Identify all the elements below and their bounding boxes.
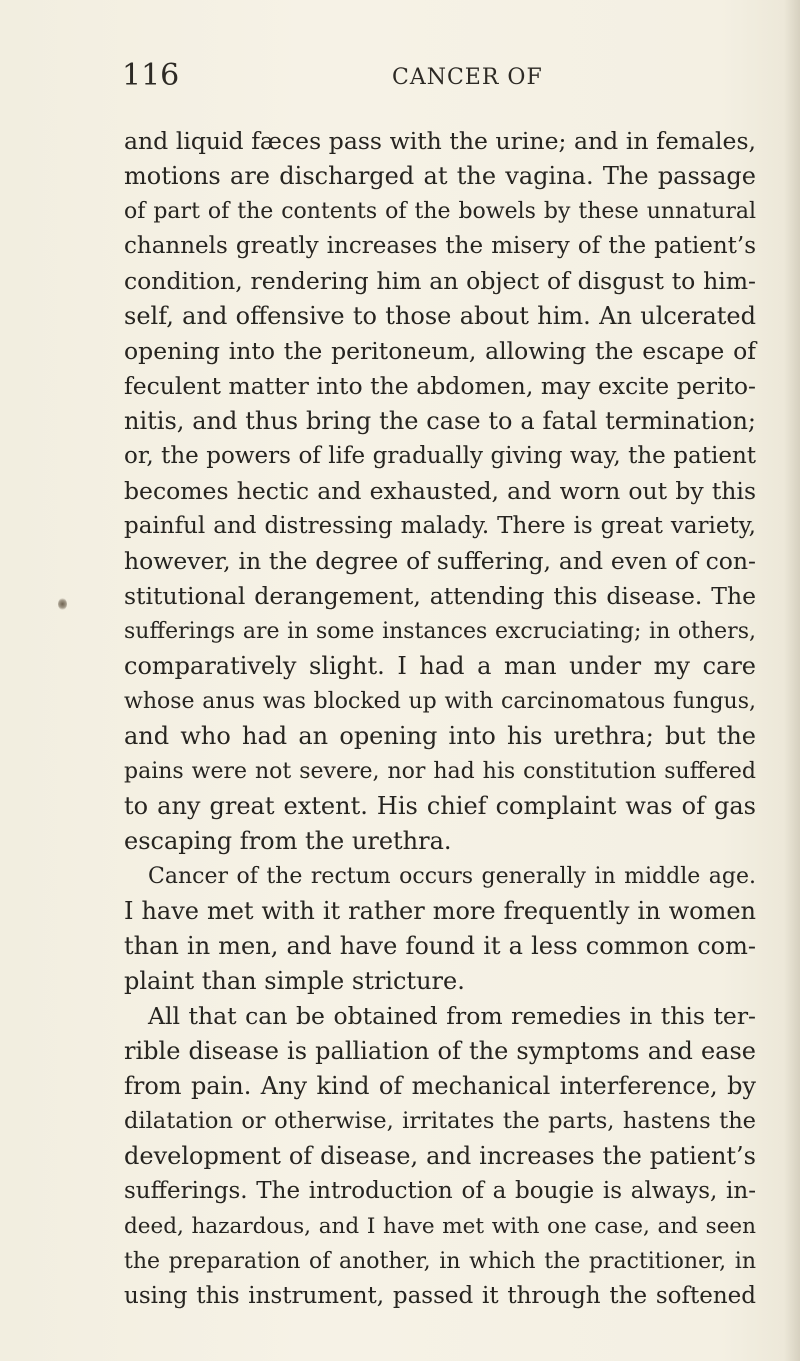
text-line: and liquid fæces pass with the urine; and in females, [124,127,756,155]
paragraph-end-line: plaint than simple stricture. [124,967,465,995]
text-line: becomes hectic and exhausted, and worn out by this [124,477,756,505]
text-line: sufferings. The introduction of a bougie is always, in- [124,1178,756,1204]
text-line: I have met with it rather more frequently in women [124,897,756,925]
text-line: deed, hazardous, and I have met with one case, and seen [124,1214,756,1239]
text-line: condition, rendering him an object of disgust to him- [124,267,756,295]
body-text [124,124,756,1314]
paragraph-start-line: Cancer of the rectum occurs generally in middle age. [148,864,756,889]
text-line: the preparation of another, in which the practitioner, in [124,1249,756,1274]
page-number: 116 [122,58,180,93]
text-line: stitutional derangement, attending this disease. The [124,582,756,610]
text-line: than in men, and have found it a less common com- [124,932,756,960]
paragraph-start-line: All that can be obtained from remedies in this ter- [148,1002,756,1030]
text-line: feculent matter into the abdomen, may excite perito- [124,372,756,400]
text-line: or, the powers of life gradually giving way, the patient [124,443,756,469]
text-line: channels greatly increases the misery of the patient’s [124,233,756,259]
text-line: whose anus was blocked up with carcinomatous fungus, [124,689,756,714]
text-line: comparatively slight. I had a man under my care [124,652,756,680]
text-line: however, in the degree of suffering, and even of con- [124,547,756,575]
page-header [122,58,762,98]
text-line: of part of the contents of the bowels by these unnatural [124,199,756,224]
paragraph-end-line: escaping from the urethra. [124,827,452,855]
page-edge-shadow [784,0,800,1361]
text-line: pains were not severe, nor had his constitution suffered [124,759,756,784]
text-line: development of disease, and increases the patient’s [124,1142,756,1170]
text-line: nitis, and thus bring the case to a fatal termination; [124,407,756,435]
text-line: opening into the peritoneum, allowing the escape of [124,337,756,365]
text-line: self, and offensive to those about him. An ulcerated [124,302,756,330]
text-line: using this instrument, passed it through the softened [124,1283,756,1309]
text-line: dilatation or otherwise, irritates the parts, hastens the [124,1108,756,1134]
running-head: CANCER OF [392,65,543,90]
text-line: and who had an opening into his urethra; but the [124,722,756,750]
text-line: painful and distressing malady. There is great variety, [124,513,756,539]
text-line: motions are discharged at the vagina. The passage [124,162,756,190]
text-line: from pain. Any kind of mechanical interference, by [124,1072,756,1100]
text-line: to any great extent. His chief complaint was of gas [124,792,756,820]
text-line: sufferings are in some instances excruciating; in others, [124,619,756,644]
text-line: rible disease is palliation of the symptoms and ease [124,1037,756,1065]
ink-blemish [58,598,67,610]
